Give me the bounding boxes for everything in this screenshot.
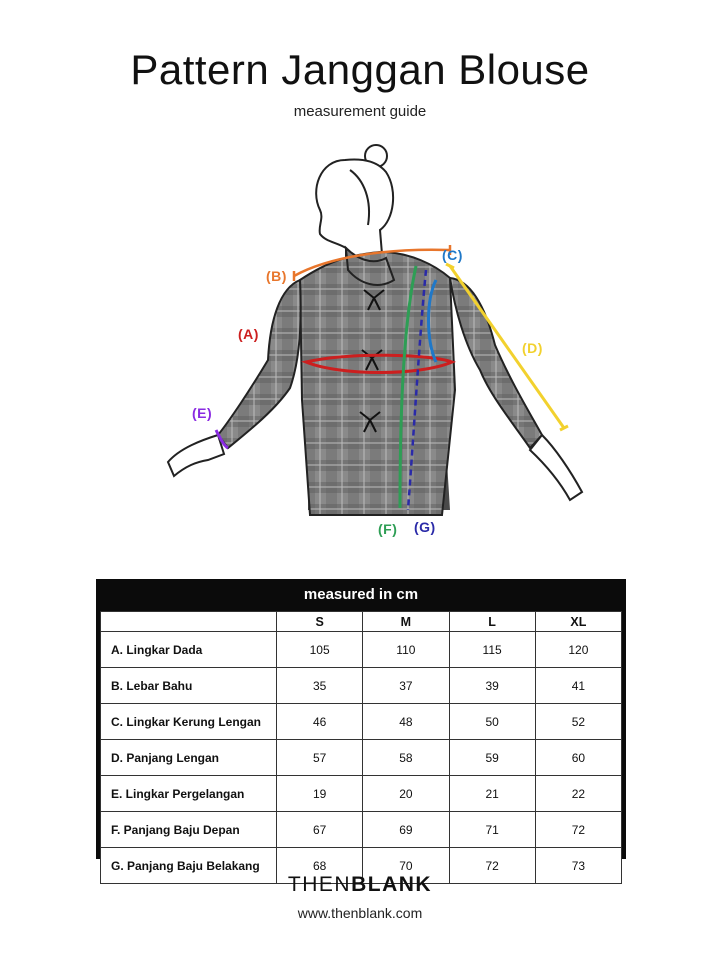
head-outline: [316, 145, 393, 260]
label-A: (A): [238, 326, 259, 342]
right-sleeve: [450, 278, 542, 448]
cell: 58: [363, 740, 449, 776]
cell: 21: [449, 776, 535, 812]
cell: 48: [363, 704, 449, 740]
cell: 50: [449, 704, 535, 740]
table-row: [101, 740, 622, 776]
row-label: G. Panjang Baju Belakang: [101, 848, 277, 884]
cell: 73: [535, 848, 621, 884]
cell: 115: [449, 632, 535, 668]
row-label: C. Lingkar Kerung Lengan: [101, 704, 277, 740]
header-blank: [101, 612, 277, 632]
right-hand: [530, 435, 582, 500]
cell: 37: [363, 668, 449, 704]
cell: 35: [277, 668, 363, 704]
row-label: A. Lingkar Dada: [101, 632, 277, 668]
table-row: [101, 812, 622, 848]
cell: 72: [449, 848, 535, 884]
cell: 110: [363, 632, 449, 668]
cell: 70: [363, 848, 449, 884]
cell: 52: [535, 704, 621, 740]
cell: 72: [535, 812, 621, 848]
table-caption: measured in cm: [303, 586, 419, 603]
label-F: (F): [378, 521, 398, 537]
cell: 46: [277, 704, 363, 740]
label-D: (D): [522, 340, 543, 356]
left-sleeve: [218, 280, 301, 448]
table-header-row: [101, 612, 622, 632]
header-size: M: [363, 612, 449, 632]
row-label: F. Panjang Baju Depan: [101, 812, 277, 848]
brand-logo: [0, 873, 720, 897]
header-size: S: [277, 612, 363, 632]
cell: 68: [277, 848, 363, 884]
header-size: XL: [535, 612, 621, 632]
cell: 20: [363, 776, 449, 812]
label-B: (B): [266, 268, 287, 284]
size-grid: [100, 611, 622, 884]
table-row: [101, 704, 622, 740]
brand-light: THEN: [287, 873, 352, 896]
cell: 39: [449, 668, 535, 704]
cell: 71: [449, 812, 535, 848]
cell: 59: [449, 740, 535, 776]
row-label: B. Lebar Bahu: [101, 668, 277, 704]
cell: 67: [277, 812, 363, 848]
header-size: L: [449, 612, 535, 632]
page-title: Pattern Janggan Blouse: [130, 46, 590, 93]
row-label: E. Lingkar Pergelangan: [101, 776, 277, 812]
label-G: (G): [414, 519, 436, 535]
cell: 41: [535, 668, 621, 704]
row-label: D. Panjang Lengan: [101, 740, 277, 776]
label-E: (E): [192, 405, 213, 421]
cell: 19: [277, 776, 363, 812]
table-row: [101, 668, 622, 704]
left-hand: [168, 435, 224, 476]
website-url[interactable]: www.thenblank.com: [297, 905, 423, 921]
page-subtitle: measurement guide: [293, 103, 427, 120]
cell: 120: [535, 632, 621, 668]
blouse-illustration: [150, 130, 610, 550]
cell: 60: [535, 740, 621, 776]
table-row: [101, 632, 622, 668]
label-C: (C): [442, 247, 463, 263]
cell: 22: [535, 776, 621, 812]
cell: 57: [277, 740, 363, 776]
size-table: [96, 579, 626, 873]
table-row: [101, 776, 622, 812]
cell: 105: [277, 632, 363, 668]
brand-bold: BLANK: [351, 873, 433, 896]
cell: 69: [363, 812, 449, 848]
